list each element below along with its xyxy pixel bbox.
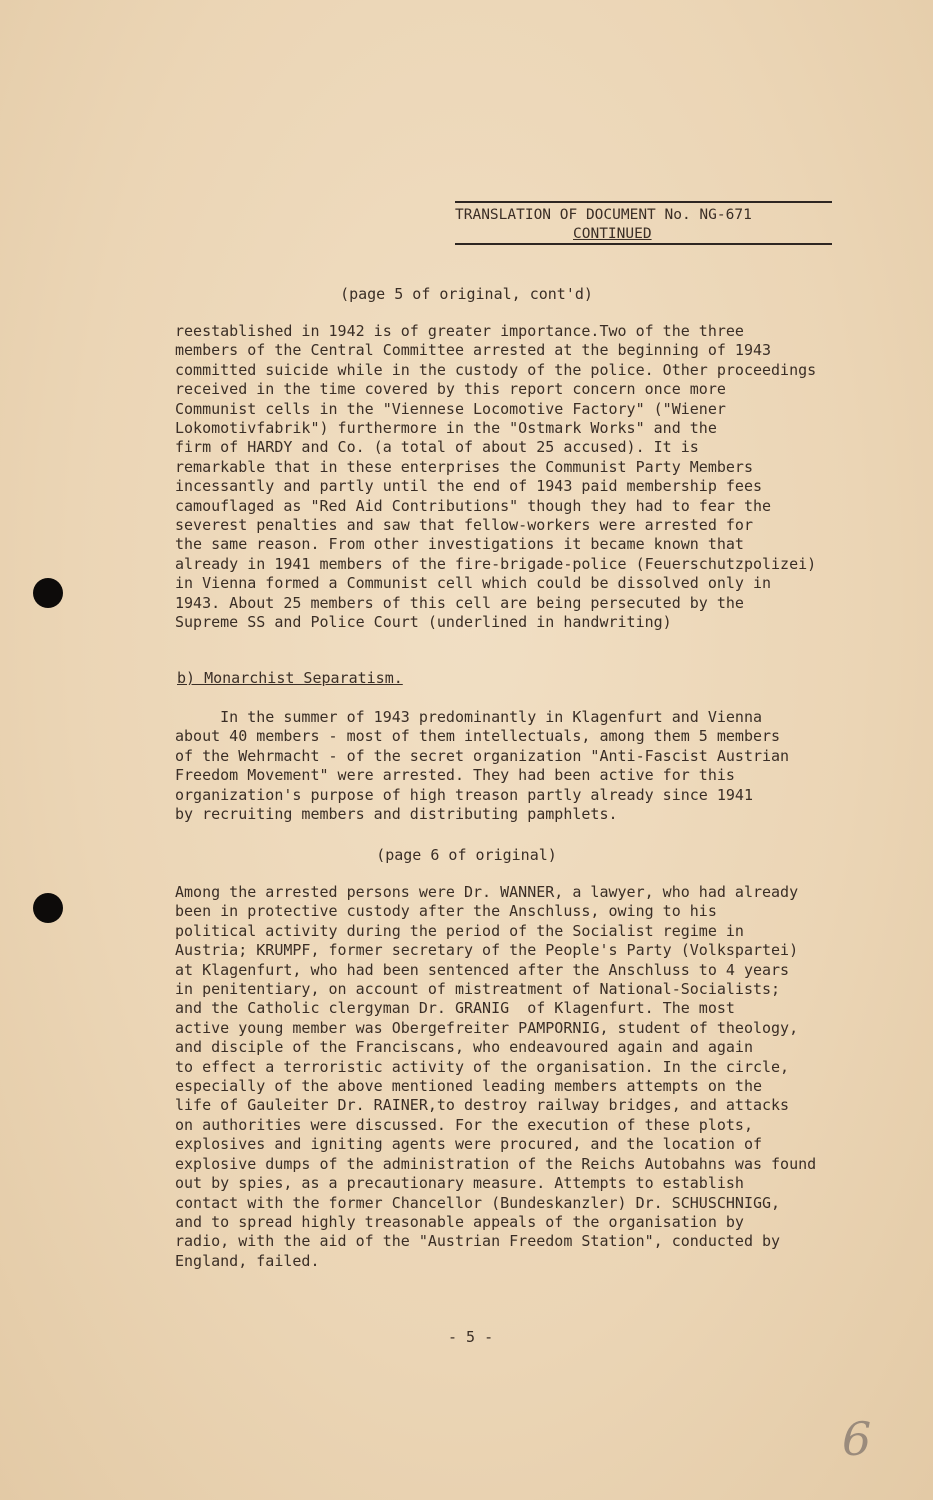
header-continued: CONTINUED xyxy=(573,226,652,242)
paragraph-1: reestablished in 1942 is of greater importance.Two of the three members of the Central Committee arrested at the beginning of 1943 committed suicide while in the custody of the police. Other proceedings received in the time covered by this report concern once more Communist cells in the "Viennese Locomotive Factory" ("Wiener Lokomotivfabrik") furthermore in the "Ostmark Works" and the firm of HARDY and Co. (a total of about 25 accused). It is remarkable that in these enterprises the Communist Party Members incessantly and partly until the end of 1943 paid membership fees camouflaged as "Red Aid Contributions" though they had to fear the severest penalties and saw that fellow-workers were arrested for the same reason. From other investigations it became known that already in 1941 members of the fire-brigade-police (Feuerschutzpolizei) in Vienna formed a Communist cell which could be dissolved only in 1943. About 25 members of this cell are being persecuted by the Supreme SS and Police Court (underlined in handwriting) xyxy=(175,322,817,632)
header-title: TRANSLATION OF DOCUMENT No. NG-671 xyxy=(455,207,752,223)
punch-hole xyxy=(33,893,63,923)
paragraph-2: In the summer of 1943 predominantly in Klagenfurt and Vienna about 40 members - most of them intellectuals, among them 5 members of the Wehrmacht - of the secret organization "Anti-Fascist Austrian Freedom Movement" were arrested. They had been active for this organization's purpose of high treason partly already since 1941 by recruiting members and distributing pamphlets. xyxy=(175,708,790,824)
punch-hole xyxy=(33,578,63,608)
document-header xyxy=(455,201,832,245)
section-heading: b) Monarchist Separatism. xyxy=(177,669,403,687)
page-number: - 5 - xyxy=(448,1328,494,1346)
paragraph-3: Among the arrested persons were Dr. WANNER, a lawyer, who had already been in protective custody after the Anschluss, owing to his political activity during the period of the Socialist regime in Austria; KRUMPF, former secretary of the People's Party (Volkspartei) at Klagenfurt, who had been sentenced after the Anschluss to 4 years in penitentiary, on account of mistreatment of National-Socialists; and the Catholic clergyman Dr. GRANIG of Klagenfurt. The most active young member was Obergefreiter PAMPORNIG, student of theology, and disciple of the Franciscans, who endeavoured again and again to effect a terroristic activity of the organisation. In the circle, especially of the above mentioned leading members attempts on the life of Gauleiter Dr. RAINER,to destroy railway bridges, and attacks on authorities were discussed. For the execution of these plots, explosives and igniting agents were procured, and the location of explosive dumps of the administration of the Reichs Autobahns was found out by spies, as a precautionary measure. Attempts to establish contact with the former Chancellor (Bundeskanzler) Dr. SCHUSCHNIGG, and to spread highly treasonable appeals of the organisation by radio, with the aid of the "Austrian Freedom Station", conducted by England, failed. xyxy=(175,883,817,1270)
handwritten-mark: 6 xyxy=(842,1412,872,1466)
page-reference-6: (page 6 of original) xyxy=(376,846,557,864)
page-reference-5: (page 5 of original, cont'd) xyxy=(340,285,593,303)
